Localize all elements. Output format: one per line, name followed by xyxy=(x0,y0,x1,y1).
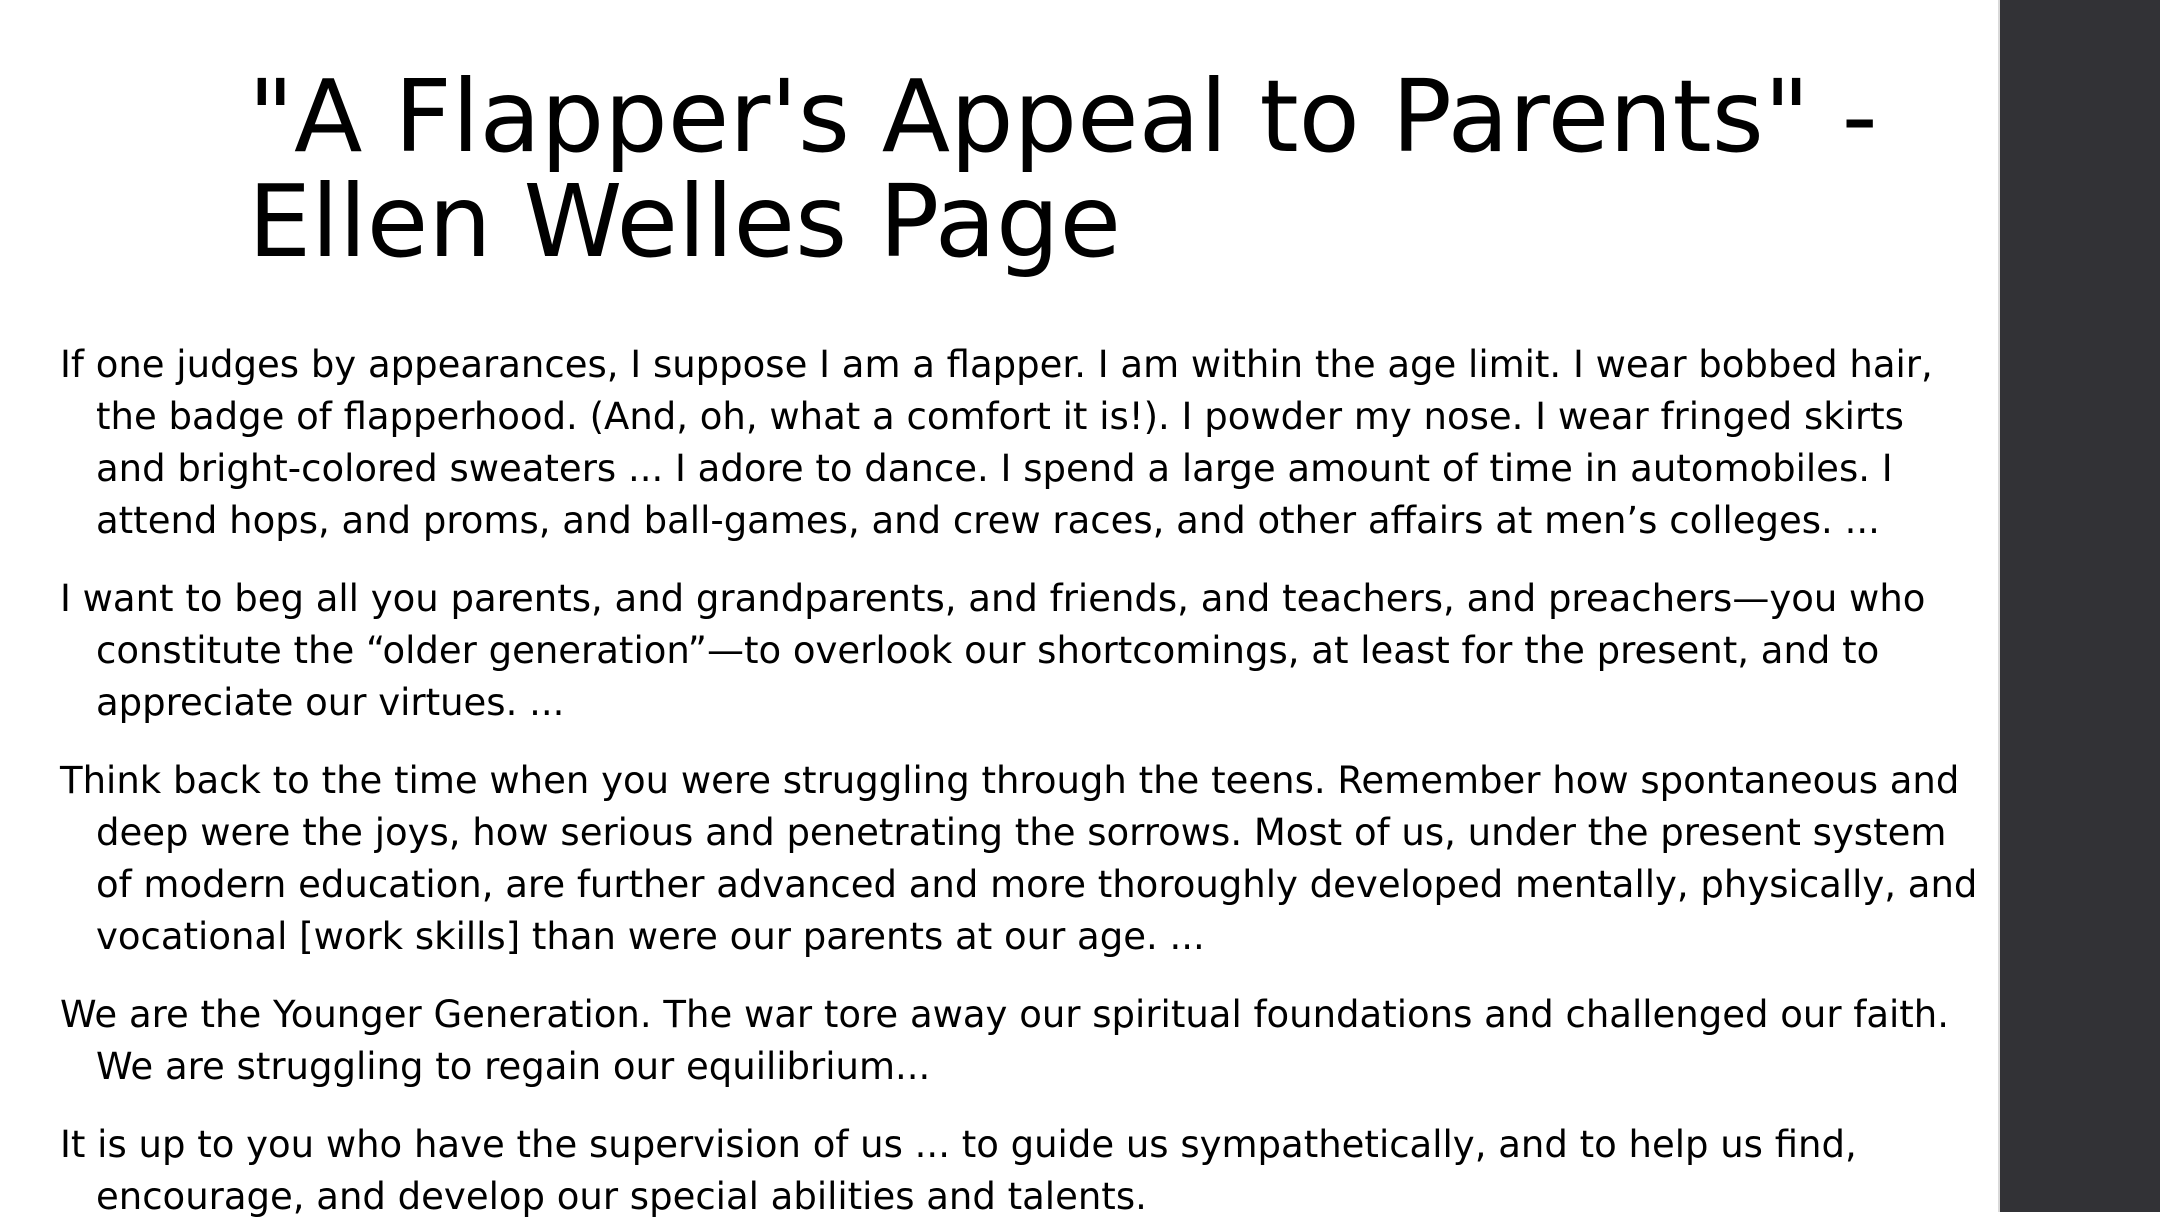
paragraph-supervision: It is up to you who have the supervision of us ... to guide us sympathetically, and to help us find, encourage, and develop our special abilities and talents. xyxy=(60,1123,1857,1218)
slide-title-line-2: Ellen Welles Page xyxy=(248,163,1122,280)
paragraph-flapper-appearance: If one judges by appearances, I suppose I am a flapper. I am within the age limit. I wear bobbed hair, the badge of flapperhood. (And, oh, what a comfort it is!). I powder my nose. I wear fringed skirts and bright-colored sweaters ... I adore to dance. I spend a large amount of time in automobiles. I attend hops, and proms, and ball-games, and crew races, and other affairs at men’s colleges. ... xyxy=(60,343,1933,542)
slide-body xyxy=(60,339,1980,1223)
paragraph-beg-parents: I want to beg all you parents, and grandparents, and friends, and teachers, and preachers—you who constitute the “older generation”—to overlook our shortcomings, at least for the present, and to appreciate our virtues. ... xyxy=(60,577,1926,724)
slide-title xyxy=(248,58,1908,280)
slide-title-line-1: "A Flapper's Appeal to Parents" - xyxy=(248,58,1878,175)
paragraph-younger-generation: We are the Younger Generation. The war tore away our spiritual foundations and challenged our faith. We are struggling to regain our equilibrium... xyxy=(60,993,1949,1088)
paragraph-think-back: Think back to the time when you were struggling through the teens. Remember how spontaneous and deep were the joys, how serious and penetrating the sorrows. Most of us, under the present system of modern education, are further advanced and more thoroughly developed mentally, physically, and vocational [work skills] than were our parents at our age. ... xyxy=(60,759,1978,958)
right-dark-panel xyxy=(1998,0,2160,1212)
